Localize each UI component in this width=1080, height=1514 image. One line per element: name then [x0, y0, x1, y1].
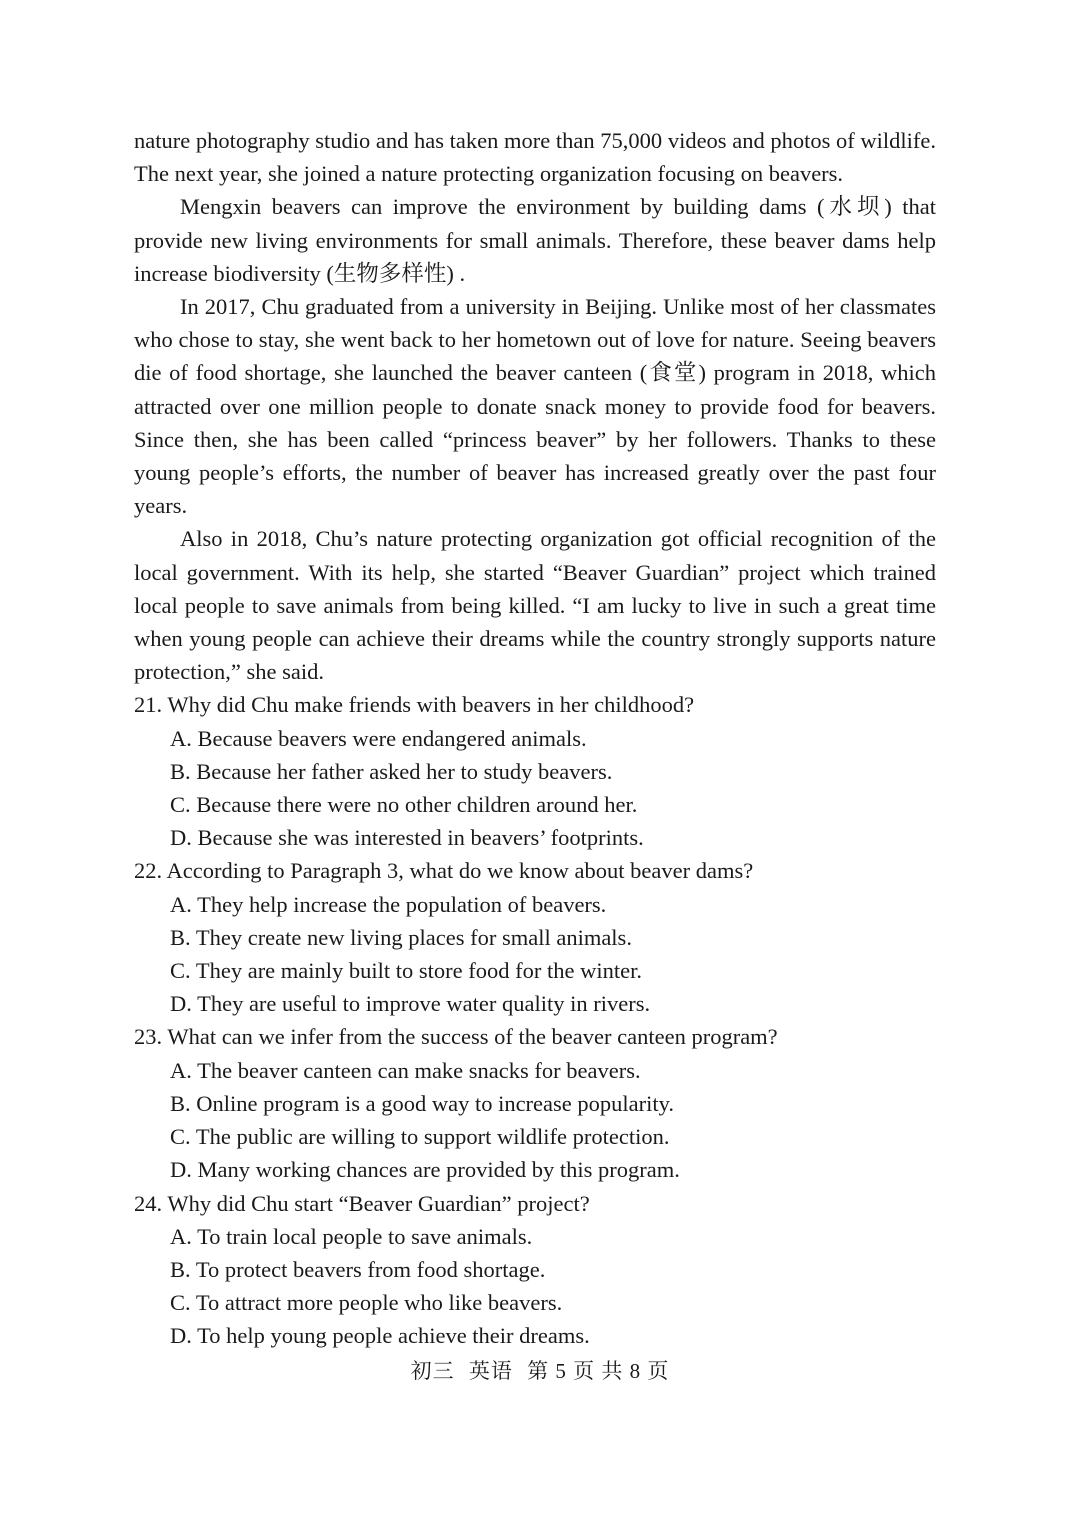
passage-paragraph-3: In 2017, Chu graduated from a university in Beijing. Unlike most of her classmates who chose to stay, she went back to her hometown out of love for nature. Seeing beavers die of food shortage, she launched the beaver canteen (食堂) program in 2018, which attracted over one million people to donate snack money to provide food for beavers. Since then, she has been called “princess beaver” by her followers. Thanks to these young people’s efforts, the number of beaver has increased greatly over the past four years.: [134, 294, 936, 519]
option-d: D. To help young people achieve their dreams.: [170, 1323, 590, 1349]
option-a: A. To train local people to save animals.: [170, 1223, 533, 1249]
document-page: [134, 124, 936, 1353]
reading-passage: [134, 124, 936, 688]
option-b: B. To protect beavers from food shortage.: [170, 1256, 546, 1282]
footer-grade: 初三: [410, 1359, 455, 1383]
footer-subject: 英语: [468, 1359, 513, 1383]
option-c: C. Because there were no other children around her.: [170, 792, 638, 818]
option-b: B. Because her father asked her to study beavers.: [170, 758, 613, 784]
question-21: [134, 688, 936, 854]
option-a: A. Because beavers were endangered animals.: [170, 725, 587, 751]
option-b: B. Online program is a good way to increase popularity.: [170, 1090, 675, 1116]
passage-paragraph-2: Mengxin beavers can improve the environment by building dams (水坝) that provide new living environments for small animals. Therefore, these beaver dams help increase biodiversity (生物多样性) .: [134, 194, 936, 286]
option-d: D. Many working chances are provided by this program.: [170, 1157, 680, 1183]
question-stem: 22. According to Paragraph 3, what do we know about beaver dams?: [134, 858, 754, 884]
option-d: D. Because she was interested in beavers’ footprints.: [170, 825, 644, 851]
option-c: C. The public are willing to support wildlife protection.: [170, 1124, 670, 1150]
page-footer: [0, 1356, 1080, 1386]
option-a: A. They help increase the population of beavers.: [170, 891, 607, 917]
question-24: [134, 1187, 936, 1353]
question-stem: 23. What can we infer from the success of the beaver canteen program?: [134, 1024, 778, 1050]
question-22: [134, 854, 936, 1020]
option-c: C. To attract more people who like beavers.: [170, 1290, 563, 1316]
question-stem: 24. Why did Chu start “Beaver Guardian” project?: [134, 1190, 590, 1216]
passage-paragraph-1: nature photography studio and has taken more than 75,000 videos and photos of wildlife. The next year, she joined a nature protecting organization focusing on beavers.: [134, 128, 936, 187]
option-c: C. They are mainly built to store food for the winter.: [170, 958, 642, 984]
passage-paragraph-4: Also in 2018, Chu’s nature protecting organization got official recognition of the local government. With its help, she started “Beaver Guardian” project which trained local people to save animals from being killed. “I am lucky to live in such a great time when young people can achieve their dreams while the country strongly supports nature protection,” she said.: [134, 526, 936, 685]
option-b: B. They create new living places for small animals.: [170, 924, 632, 950]
option-a: A. The beaver canteen can make snacks for beavers.: [170, 1057, 641, 1083]
option-d: D. They are useful to improve water quality in rivers.: [170, 991, 651, 1017]
question-list: [134, 688, 936, 1352]
question-23: [134, 1020, 936, 1186]
footer-page-number: 第 5 页 共 8 页: [527, 1359, 670, 1383]
question-stem: 21. Why did Chu make friends with beavers in her childhood?: [134, 692, 695, 718]
